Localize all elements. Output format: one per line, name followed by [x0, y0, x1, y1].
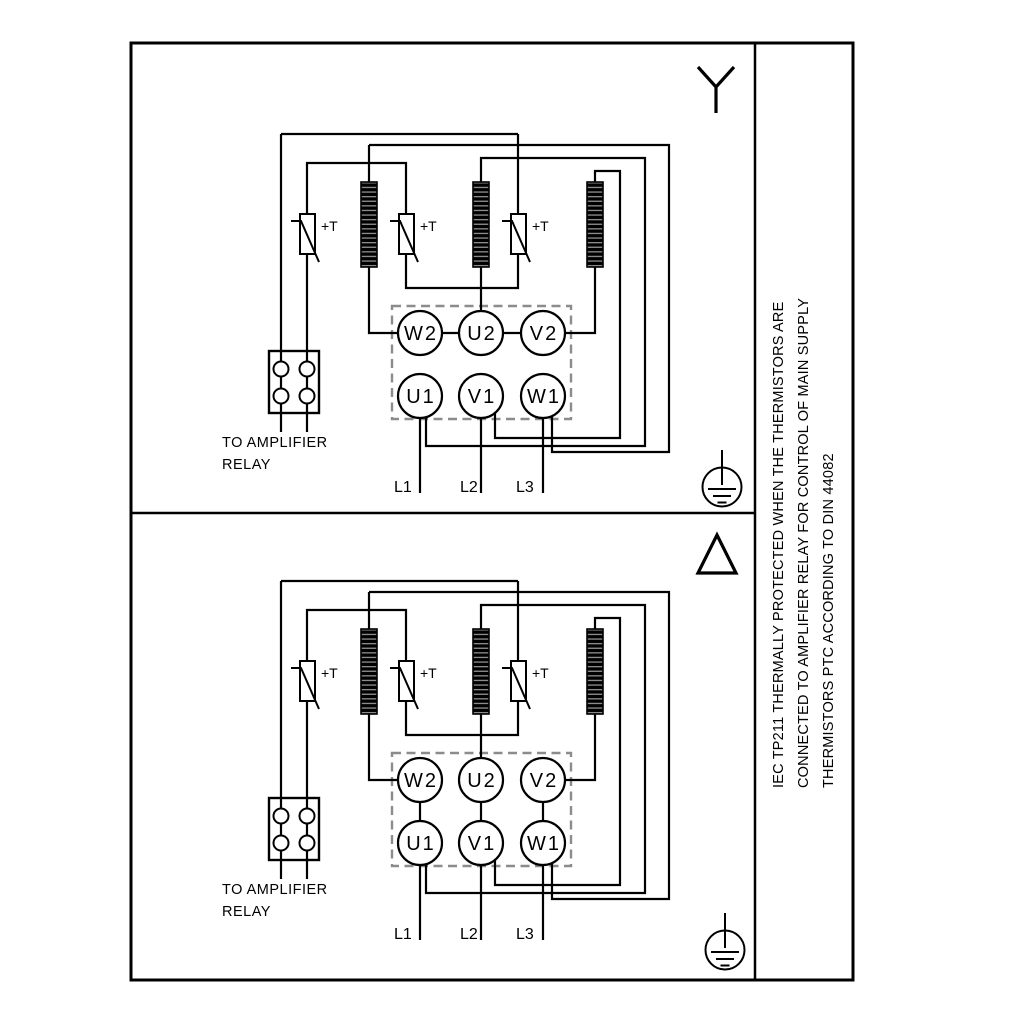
star-panel-circuit	[222, 134, 669, 496]
side-note-line1: IEC TP211 THERMALLY PROTECTED WHEN THE THERMISTORS ARE	[771, 301, 787, 788]
delta-link-wires	[420, 802, 543, 821]
side-note	[771, 298, 837, 788]
star-connection-icon	[698, 67, 734, 113]
delta-connection-icon	[698, 535, 736, 573]
ground-icon-delta-panel	[706, 913, 745, 970]
ground-icon-star-panel	[703, 450, 742, 507]
delta-panel-circuit	[222, 581, 669, 943]
side-note-line3: THERMISTORS PTC ACCORDING TO DIN 44082	[821, 453, 837, 788]
side-note-line2: CONNECTED TO AMPLIFIER RELAY FOR CONTROL OF MAIN SUPPLY	[796, 297, 812, 788]
